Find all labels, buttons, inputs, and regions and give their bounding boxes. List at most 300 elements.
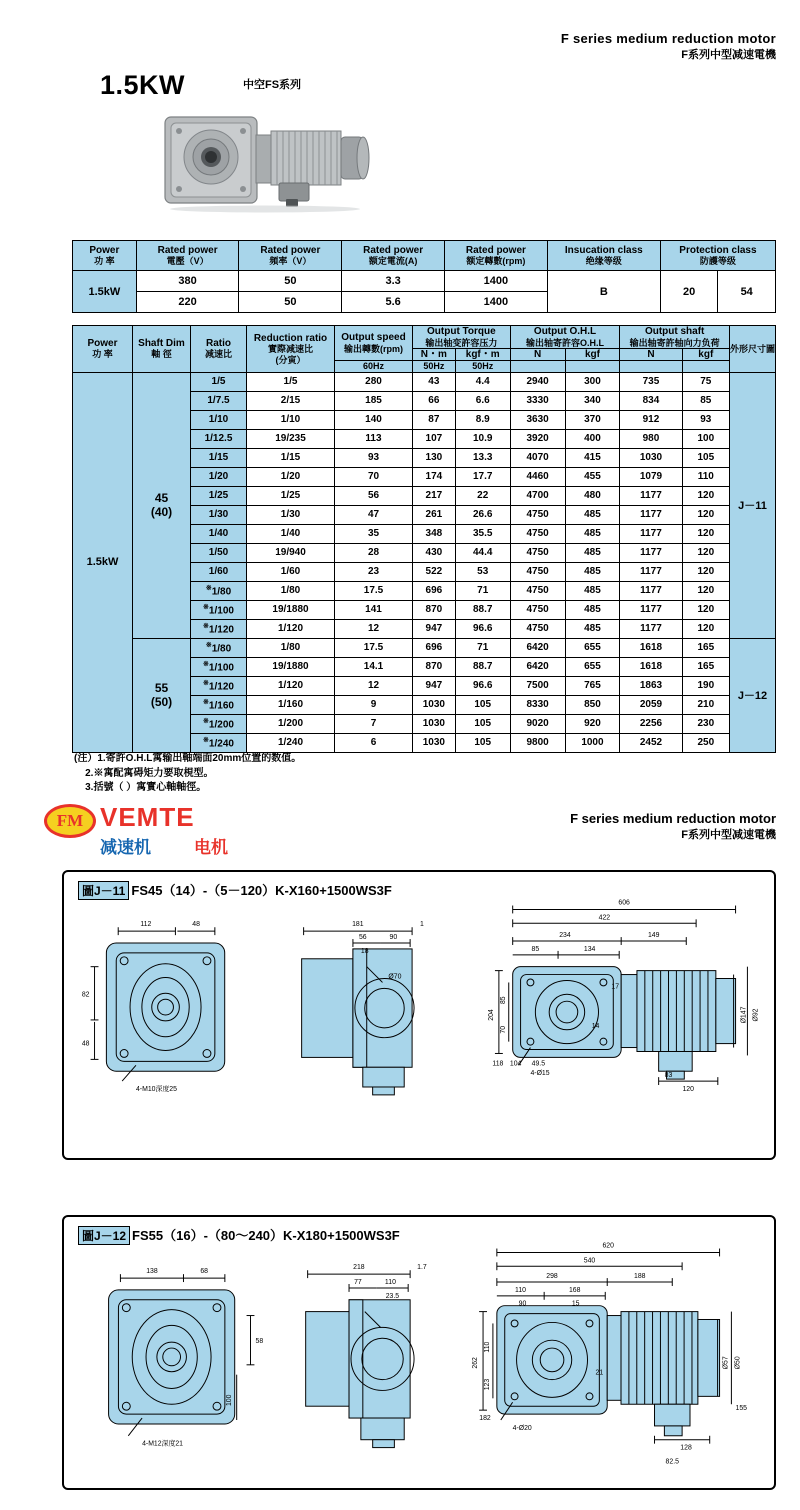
cell-ohl-kgf: 485 xyxy=(565,524,620,543)
cell-actual-ratio: 1/120 xyxy=(247,676,335,695)
dim-82: 82 xyxy=(81,991,90,999)
dim-70: 70 xyxy=(499,1025,507,1034)
dim-825: 82.5 xyxy=(665,1458,679,1466)
cell-ohl-n: 4750 xyxy=(510,600,565,619)
cell-ohl-n: 3630 xyxy=(510,410,565,429)
cell-torque-kgfm: 88.7 xyxy=(455,657,510,676)
cell-output-speed-60hz: 23 xyxy=(335,562,413,581)
th-freq-50-kgfm: 50Hz xyxy=(455,361,510,372)
th-output-shaft: Output shaft 输出轴寄許轴向力负荷 xyxy=(620,326,730,349)
cell-ratio: 1/20 xyxy=(191,467,247,486)
dim-118: 118 xyxy=(492,1060,504,1068)
cell-torque-kgfm: 13.3 xyxy=(455,448,510,467)
cell-ohl-n: 3330 xyxy=(510,391,565,410)
dim-83: 83 xyxy=(664,1072,673,1080)
dim-123: 123 xyxy=(483,1378,491,1391)
cell-ratio: ※1/200 xyxy=(191,714,247,733)
cell-power: 1.5kW xyxy=(73,372,133,752)
cell-shaft-kgf: 93 xyxy=(682,410,729,429)
cell-torque-kgfm: 17.7 xyxy=(455,467,510,486)
cell-shaft-n: 834 xyxy=(620,391,682,410)
dim-422: 422 xyxy=(598,914,611,922)
cell-torque-nm: 66 xyxy=(413,391,456,410)
cell-ohl-n: 8330 xyxy=(510,695,565,714)
dim-d50: Ø50 xyxy=(734,1356,742,1370)
dim-note-m12: 4-M12深度21 xyxy=(142,1440,183,1448)
cell-torque-kgfm: 4.4 xyxy=(455,372,510,391)
cell-ratio: 1/10 xyxy=(191,410,247,429)
cell-shaft-n: 912 xyxy=(620,410,682,429)
cell-output-speed-60hz: 17.5 xyxy=(335,581,413,600)
cell-ratio: 1/5 xyxy=(191,372,247,391)
cell-shaft-n: 1079 xyxy=(620,467,682,486)
cell-shaft-n: 2059 xyxy=(620,695,682,714)
cell-torque-kgfm: 44.4 xyxy=(455,543,510,562)
th-insulation: Insucation class 绝缘等级 xyxy=(547,241,660,271)
cell-shaft-kgf: 75 xyxy=(682,372,729,391)
cell-shaft-n: 2452 xyxy=(620,733,682,752)
cell-ohl-n: 4750 xyxy=(510,581,565,600)
cell-torque-kgfm: 105 xyxy=(455,733,510,752)
logo-mark-text: FM xyxy=(56,811,84,830)
cell-shaft-kgf: 120 xyxy=(682,581,729,600)
th-frequency: Rated power 頻率（V） xyxy=(239,241,342,271)
cell-rpm: 1400 xyxy=(445,271,548,292)
dim-d147: Ø147 xyxy=(740,1006,748,1024)
cell-dim-figure: J－12 xyxy=(730,638,776,752)
table-row xyxy=(73,372,776,391)
cell-shaft-n: 1177 xyxy=(620,543,682,562)
header-title-en: F series medium reduction motor xyxy=(560,31,776,46)
cell-output-speed-60hz: 12 xyxy=(335,676,413,695)
cell-ohl-kgf: 920 xyxy=(565,714,620,733)
cell-insulation: B xyxy=(547,271,660,313)
cell-ratio: ※1/120 xyxy=(191,619,247,638)
dim-149: 149 xyxy=(647,932,660,940)
cell-torque-nm: 430 xyxy=(413,543,456,562)
dim-182: 182 xyxy=(479,1415,491,1423)
dim-68: 68 xyxy=(200,1268,208,1276)
dim-104: 104 xyxy=(509,1060,522,1068)
page-title: 1.5KW xyxy=(100,70,186,100)
cell-freq: 50 xyxy=(239,271,342,292)
logo-cn-motor: 电机 xyxy=(194,838,228,857)
brand-logo xyxy=(44,802,334,858)
cell-current: 5.6 xyxy=(342,292,445,313)
cell-shaft-kgf: 250 xyxy=(682,733,729,752)
cell-ohl-kgf: 485 xyxy=(565,562,620,581)
performance-table xyxy=(72,325,776,753)
dim-540: 540 xyxy=(583,1257,596,1265)
cell-shaft-n: 1177 xyxy=(620,505,682,524)
cell-ohl-n: 6420 xyxy=(510,638,565,657)
dim-155: 155 xyxy=(735,1405,747,1413)
cell-output-speed-60hz: 47 xyxy=(335,505,413,524)
cell-actual-ratio: 1/240 xyxy=(247,733,335,752)
cell-shaft-kgf: 210 xyxy=(682,695,729,714)
section-header-cn: F系列中型减速電機 xyxy=(681,828,776,841)
dim-48: 48 xyxy=(192,921,200,929)
dim-298: 298 xyxy=(546,1273,558,1281)
th-blank-2 xyxy=(565,361,620,372)
page-header xyxy=(561,30,776,62)
cell-ohl-kgf: 1000 xyxy=(565,733,620,752)
cell-torque-nm: 174 xyxy=(413,467,456,486)
dim-112: 112 xyxy=(140,921,152,929)
cell-ratio: 1/50 xyxy=(191,543,247,562)
dim-14: 14 xyxy=(591,1022,600,1030)
cell-shaft-n: 1618 xyxy=(620,638,682,657)
dim-17b: 1.7 xyxy=(417,1264,427,1272)
dim-21: 21 xyxy=(595,1369,604,1377)
ratings-table xyxy=(72,240,776,313)
series-label: 中空FS系列 xyxy=(243,79,302,91)
dim-110c: 110 xyxy=(483,1341,491,1353)
cell-ohl-kgf: 485 xyxy=(565,619,620,638)
th-unit-kgf: kgf xyxy=(565,348,620,361)
th-freq-60: 60Hz xyxy=(335,361,413,372)
cell-shaft-kgf: 230 xyxy=(682,714,729,733)
drawing-panel-j12 xyxy=(62,1215,776,1490)
cell-torque-nm: 947 xyxy=(413,619,456,638)
cell-ohl-n: 4460 xyxy=(510,467,565,486)
cell-ohl-kgf: 485 xyxy=(565,543,620,562)
cell-actual-ratio: 1/120 xyxy=(247,619,335,638)
cell-ratio: ※1/100 xyxy=(191,600,247,619)
cell-torque-kgfm: 71 xyxy=(455,638,510,657)
cell-torque-nm: 696 xyxy=(413,581,456,600)
cell-actual-ratio: 19/1880 xyxy=(247,600,335,619)
cell-output-speed-60hz: 14.1 xyxy=(335,657,413,676)
cell-ratio: ※1/80 xyxy=(191,581,247,600)
th-blank-1 xyxy=(510,361,565,372)
dim-100: 100 xyxy=(225,1394,233,1407)
cell-torque-nm: 107 xyxy=(413,429,456,448)
cell-ohl-kgf: 455 xyxy=(565,467,620,486)
cell-ohl-n: 2940 xyxy=(510,372,565,391)
cell-torque-kgfm: 105 xyxy=(455,714,510,733)
dim-120: 120 xyxy=(682,1085,694,1093)
cell-shaft-n: 1177 xyxy=(620,619,682,638)
cell-output-speed-60hz: 35 xyxy=(335,524,413,543)
cell-actual-ratio: 1/200 xyxy=(247,714,335,733)
cell-ratio: 1/60 xyxy=(191,562,247,581)
cell-shaft-n: 1618 xyxy=(620,657,682,676)
cell-output-speed-60hz: 7 xyxy=(335,714,413,733)
cell-dim-figure: J－11 xyxy=(730,372,776,638)
cell-torque-kgfm: 96.6 xyxy=(455,676,510,695)
cell-shaft-kgf: 120 xyxy=(682,505,729,524)
cell-torque-kgfm: 26.6 xyxy=(455,505,510,524)
panel1-drawing xyxy=(64,872,774,1158)
cell-ohl-n: 9020 xyxy=(510,714,565,733)
dim-138: 138 xyxy=(146,1268,158,1276)
cell-torque-nm: 870 xyxy=(413,657,456,676)
th-unit-n2: N xyxy=(620,348,682,361)
cell-torque-nm: 522 xyxy=(413,562,456,581)
cell-torque-kgfm: 35.5 xyxy=(455,524,510,543)
dim-234: 234 xyxy=(559,932,571,940)
logo-mark-icon xyxy=(44,804,96,838)
dim-18: 18 xyxy=(360,947,369,955)
th-output-torque: Output Torque 输出轴变許容压力 xyxy=(413,326,511,349)
cell-ohl-kgf: 485 xyxy=(565,581,620,600)
cell-ohl-kgf: 300 xyxy=(565,372,620,391)
cell-ohl-n: 4750 xyxy=(510,619,565,638)
cell-ohl-n: 9800 xyxy=(510,733,565,752)
th-reduction-ratio: Reduction ratio 實際减速比 (分寅） xyxy=(247,326,335,373)
cell-output-speed-60hz: 280 xyxy=(335,372,413,391)
cell-actual-ratio: 1/80 xyxy=(247,581,335,600)
cell-ohl-kgf: 370 xyxy=(565,410,620,429)
panel2-model: FS55（16）-（80～240）K-X180+1500WS3F xyxy=(132,1228,400,1243)
panel1-model: FS45（14）-（5－120）K-X160+1500WS3F xyxy=(131,883,392,898)
cell-output-speed-60hz: 140 xyxy=(335,410,413,429)
cell-output-speed-60hz: 113 xyxy=(335,429,413,448)
cell-output-speed-60hz: 28 xyxy=(335,543,413,562)
dim-56: 56 xyxy=(358,934,367,942)
dim-495: 49.5 xyxy=(531,1060,546,1068)
cell-torque-nm: 1030 xyxy=(413,695,456,714)
dim-note-4d15: 4-Ø15 xyxy=(530,1070,550,1078)
cell-shaft-kgf: 120 xyxy=(682,619,729,638)
cell-shaft-n: 1863 xyxy=(620,676,682,695)
cell-ohl-kgf: 655 xyxy=(565,638,620,657)
cell-ohl-kgf: 655 xyxy=(565,657,620,676)
cell-actual-ratio: 1/5 xyxy=(247,372,335,391)
dim-235: 23.5 xyxy=(385,1292,400,1300)
dim-77: 77 xyxy=(354,1279,362,1287)
cell-torque-kgfm: 53 xyxy=(455,562,510,581)
cell-actual-ratio: 1/20 xyxy=(247,467,335,486)
cell-ohl-kgf: 765 xyxy=(565,676,620,695)
table-row xyxy=(73,271,776,292)
cell-output-speed-60hz: 17.5 xyxy=(335,638,413,657)
dim-181: 181 xyxy=(352,921,364,929)
cell-torque-nm: 261 xyxy=(413,505,456,524)
cell-voltage: 220 xyxy=(136,292,239,313)
cell-shaft-kgf: 120 xyxy=(682,543,729,562)
cell-rpm: 1400 xyxy=(445,292,548,313)
cell-ratio: 1/40 xyxy=(191,524,247,543)
th-ohl: Output O.H.L 输出轴寄許容O.H.L xyxy=(510,326,620,349)
cell-ohl-n: 7500 xyxy=(510,676,565,695)
cell-shaft-n: 2256 xyxy=(620,714,682,733)
th-power: Power 功 率 xyxy=(73,241,137,271)
cell-torque-kgfm: 71 xyxy=(455,581,510,600)
cell-shaft-n: 1177 xyxy=(620,524,682,543)
footnote-1: (注）1.寄許O.H.L寓输出軸端面20mm位置的数值。 xyxy=(74,753,302,764)
dim-110b: 110 xyxy=(515,1286,526,1294)
th-freq-50-torque: 50Hz xyxy=(413,361,456,372)
dim-110: 110 xyxy=(384,1279,396,1287)
th-power: Power 功 率 xyxy=(73,326,133,373)
dim-d57: Ø57 xyxy=(722,1356,730,1370)
cell-output-speed-60hz: 93 xyxy=(335,448,413,467)
dim-188: 188 xyxy=(633,1273,646,1281)
cell-ratio: ※1/240 xyxy=(191,733,247,752)
dim-168: 168 xyxy=(568,1286,581,1294)
cell-actual-ratio: 19/940 xyxy=(247,543,335,562)
drawing-panel-j11 xyxy=(62,870,776,1160)
cell-shaft-kgf: 190 xyxy=(682,676,729,695)
cell-actual-ratio: 1/160 xyxy=(247,695,335,714)
cell-output-speed-60hz: 70 xyxy=(335,467,413,486)
table-row xyxy=(73,638,776,657)
cell-ohl-kgf: 480 xyxy=(565,486,620,505)
cell-actual-ratio: 1/80 xyxy=(247,638,335,657)
dim-48b: 48 xyxy=(81,1040,90,1048)
th-output-speed: Output speed 输出轉數(rpm) xyxy=(335,326,413,361)
cell-ratio: ※1/80 xyxy=(191,638,247,657)
cell-shaft-kgf: 110 xyxy=(682,467,729,486)
cell-shaft-kgf: 105 xyxy=(682,448,729,467)
logo-cn-reducer: 减速机 xyxy=(100,838,151,857)
cell-shaft-kgf: 120 xyxy=(682,562,729,581)
th-shaft-dim: Shaft Dim 軸 徑 xyxy=(133,326,191,373)
cell-shaft-n: 1177 xyxy=(620,562,682,581)
cell-torque-kgfm: 8.9 xyxy=(455,410,510,429)
cell-torque-kgfm: 6.6 xyxy=(455,391,510,410)
cell-torque-nm: 1030 xyxy=(413,714,456,733)
cell-shaft-kgf: 165 xyxy=(682,657,729,676)
cell-actual-ratio: 1/25 xyxy=(247,486,335,505)
cell-shaft-n: 1177 xyxy=(620,581,682,600)
dim-620: 620 xyxy=(602,1242,614,1250)
panel2-drawing xyxy=(64,1217,774,1488)
cell-ohl-kgf: 485 xyxy=(565,600,620,619)
footnote-3: 3.括號（ ）寓實心軸軸徑。 xyxy=(74,782,207,793)
cell-ohl-n: 3920 xyxy=(510,429,565,448)
cell-shaft-n: 735 xyxy=(620,372,682,391)
cell-torque-kgfm: 96.6 xyxy=(455,619,510,638)
cell-voltage: 380 xyxy=(136,271,239,292)
cell-actual-ratio: 1/40 xyxy=(247,524,335,543)
th-unit-nm: N・m xyxy=(413,348,456,361)
cell-ratio: 1/12.5 xyxy=(191,429,247,448)
cell-shaft-kgf: 165 xyxy=(682,638,729,657)
cell-actual-ratio: 2/15 xyxy=(247,391,335,410)
dim-15: 15 xyxy=(571,1300,580,1308)
panel1-badge: 圖J－11 xyxy=(78,881,129,900)
th-protection: Protection class 防護等级 xyxy=(660,241,775,271)
dim-d70: Ø70 xyxy=(388,973,402,981)
cell-ratio: 1/25 xyxy=(191,486,247,505)
cell-ratio: ※1/120 xyxy=(191,676,247,695)
th-current: Rated power 额定電流(A) xyxy=(342,241,445,271)
cell-torque-kgfm: 105 xyxy=(455,695,510,714)
cell-actual-ratio: 19/235 xyxy=(247,429,335,448)
cell-ratio: ※1/100 xyxy=(191,657,247,676)
th-unit-kgf2: kgf xyxy=(682,348,729,361)
dim-58: 58 xyxy=(255,1338,264,1346)
cell-actual-ratio: 1/10 xyxy=(247,410,335,429)
cell-power: 1.5kW xyxy=(73,271,137,313)
cell-actual-ratio: 1/30 xyxy=(247,505,335,524)
header-title-cn: F系列中型减速電機 xyxy=(681,48,776,61)
dim-218: 218 xyxy=(353,1264,365,1272)
cell-torque-nm: 348 xyxy=(413,524,456,543)
cell-ohl-kgf: 340 xyxy=(565,391,620,410)
cell-protection-1: 20 xyxy=(660,271,718,313)
product-photo xyxy=(155,105,400,215)
cell-shaft-kgf: 85 xyxy=(682,391,729,410)
dim-note-4d20: 4-Ø20 xyxy=(512,1424,532,1432)
cell-output-speed-60hz: 6 xyxy=(335,733,413,752)
cell-ohl-n: 4750 xyxy=(510,524,565,543)
section-header-en: F series medium reduction motor xyxy=(570,811,776,826)
dim-262: 262 xyxy=(472,1357,480,1369)
cell-ratio: 1/15 xyxy=(191,448,247,467)
cell-shaft-kgf: 120 xyxy=(682,486,729,505)
cell-ohl-n: 6420 xyxy=(510,657,565,676)
cell-shaft-dim: 45 (40) xyxy=(133,372,191,638)
cell-torque-nm: 1030 xyxy=(413,733,456,752)
cell-torque-nm: 130 xyxy=(413,448,456,467)
th-voltage: Rated power 電壓（V） xyxy=(136,241,239,271)
cell-shaft-n: 1030 xyxy=(620,448,682,467)
cell-ohl-n: 4750 xyxy=(510,505,565,524)
cell-torque-nm: 696 xyxy=(413,638,456,657)
cell-output-speed-60hz: 185 xyxy=(335,391,413,410)
th-blank-3 xyxy=(620,361,682,372)
cell-torque-kgfm: 22 xyxy=(455,486,510,505)
dim-85: 85 xyxy=(531,945,540,953)
cell-torque-nm: 217 xyxy=(413,486,456,505)
cell-ratio: 1/30 xyxy=(191,505,247,524)
th-blank-4 xyxy=(682,361,729,372)
cell-ohl-n: 4070 xyxy=(510,448,565,467)
cell-shaft-kgf: 120 xyxy=(682,600,729,619)
panel2-badge: 圖J－12 xyxy=(78,1226,130,1245)
cell-shaft-kgf: 100 xyxy=(682,429,729,448)
cell-actual-ratio: 1/60 xyxy=(247,562,335,581)
cell-output-speed-60hz: 12 xyxy=(335,619,413,638)
th-rpm: Rated power 额定轉數(rpm) xyxy=(445,241,548,271)
dim-d92: Ø92 xyxy=(752,1008,760,1022)
cell-torque-nm: 43 xyxy=(413,372,456,391)
cell-ratio: 1/7.5 xyxy=(191,391,247,410)
cell-shaft-n: 980 xyxy=(620,429,682,448)
section-header xyxy=(570,810,776,842)
dim-85b: 85 xyxy=(499,996,507,1005)
cell-protection-2: 54 xyxy=(718,271,776,313)
cell-current: 3.3 xyxy=(342,271,445,292)
cell-ohl-n: 4750 xyxy=(510,562,565,581)
footnotes xyxy=(74,752,301,796)
cell-ratio: ※1/160 xyxy=(191,695,247,714)
cell-shaft-dim: 55 (50) xyxy=(133,638,191,752)
cell-torque-nm: 947 xyxy=(413,676,456,695)
cell-torque-nm: 87 xyxy=(413,410,456,429)
cell-actual-ratio: 1/15 xyxy=(247,448,335,467)
th-unit-kgfm: kgf・m xyxy=(455,348,510,361)
th-unit-n: N xyxy=(510,348,565,361)
cell-torque-kgfm: 10.9 xyxy=(455,429,510,448)
cell-ohl-n: 4700 xyxy=(510,486,565,505)
cell-torque-nm: 870 xyxy=(413,600,456,619)
dim-note-m10: 4-M10深度25 xyxy=(135,1085,177,1093)
cell-output-speed-60hz: 9 xyxy=(335,695,413,714)
cell-shaft-kgf: 120 xyxy=(682,524,729,543)
th-dim-figure: 外形尺寸圖 xyxy=(730,326,776,373)
dim-606: 606 xyxy=(618,899,630,907)
cell-ohl-kgf: 485 xyxy=(565,505,620,524)
th-ratio: Ratio 减速比 xyxy=(191,326,247,373)
cell-output-speed-60hz: 56 xyxy=(335,486,413,505)
dim-90b: 90 xyxy=(518,1300,527,1308)
cell-shaft-n: 1177 xyxy=(620,600,682,619)
